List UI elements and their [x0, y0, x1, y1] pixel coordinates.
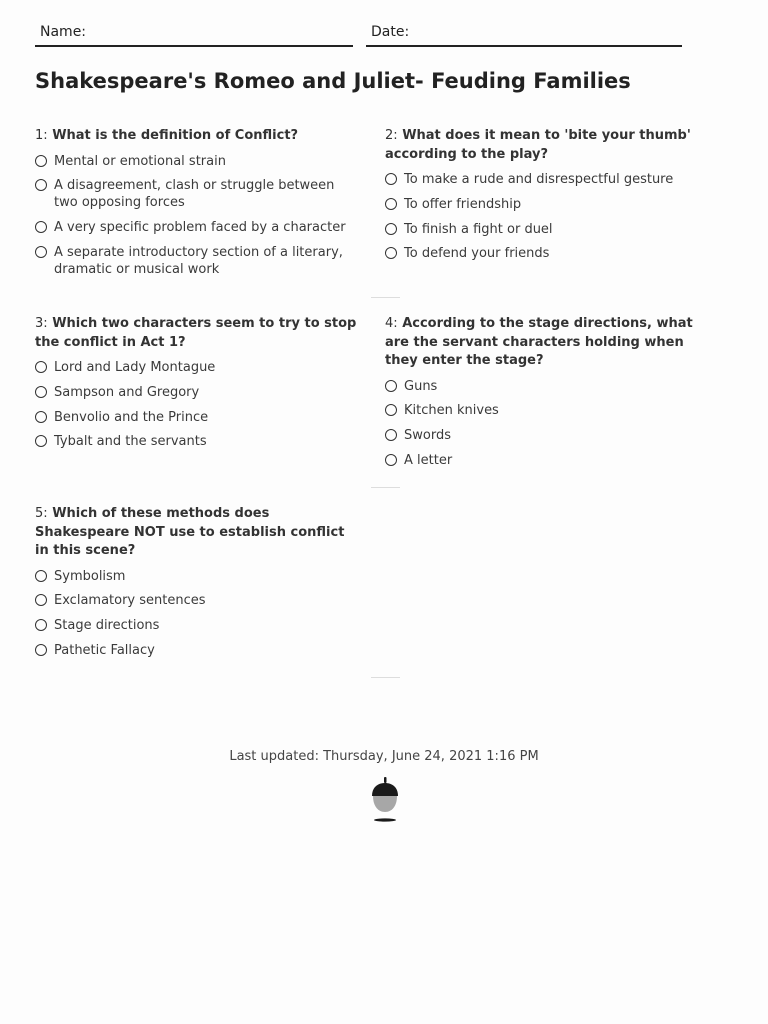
- option-label: Pathetic Fallacy: [54, 642, 155, 658]
- question-label: What does it mean to 'bite your thumb' according to the play?: [385, 128, 691, 162]
- option-label: A letter: [404, 452, 453, 468]
- answer-option[interactable]: [385, 245, 715, 262]
- option-label: Exclamatory sentences: [54, 593, 206, 609]
- divider: [371, 297, 400, 298]
- question-number: 4:: [385, 316, 398, 331]
- option-label: A disagreement, clash or struggle between two opposing forces: [54, 178, 335, 211]
- radio-circle-icon[interactable]: [35, 435, 47, 447]
- answer-option[interactable]: [385, 171, 715, 188]
- question-label: Which two characters seem to try to stop the conflict in Act 1?: [35, 316, 357, 350]
- radio-circle-icon[interactable]: [35, 619, 47, 631]
- option-label: To make a rude and disrespectful gesture: [404, 172, 674, 187]
- option-label: Tybalt and the servants: [54, 434, 207, 450]
- question-1-text: [35, 127, 357, 146]
- radio-circle-icon[interactable]: [35, 411, 47, 423]
- answer-option[interactable]: [35, 359, 357, 376]
- question-4: [385, 315, 695, 477]
- radio-circle-icon[interactable]: [385, 247, 397, 259]
- answer-option[interactable]: [35, 384, 357, 401]
- option-label: Guns: [404, 378, 438, 394]
- option-label: Lord and Lady Montague: [54, 360, 216, 375]
- question-4-text: [385, 315, 695, 371]
- answer-option[interactable]: [385, 402, 695, 419]
- radio-circle-icon[interactable]: [35, 179, 47, 191]
- question-number: 1:: [35, 128, 48, 143]
- answer-option[interactable]: [35, 244, 357, 278]
- option-label: Kitchen knives: [404, 403, 499, 419]
- question-5-text: [35, 505, 357, 561]
- answer-option[interactable]: [35, 219, 357, 236]
- option-label: Stage directions: [54, 618, 160, 634]
- radio-circle-icon[interactable]: [35, 570, 47, 582]
- question-label: What is the definition of Conflict?: [52, 128, 299, 143]
- question-2: [385, 127, 715, 270]
- radio-circle-icon[interactable]: [35, 386, 47, 398]
- radio-circle-icon[interactable]: [35, 361, 47, 373]
- answer-option[interactable]: [385, 378, 695, 395]
- worksheet-title: Shakespeare's Romeo and Juliet- Feuding Families: [35, 69, 631, 93]
- name-field[interactable]: [35, 24, 353, 47]
- question-3-text: [35, 315, 357, 352]
- name-label: Name:: [40, 24, 87, 40]
- answer-option[interactable]: [35, 433, 357, 450]
- radio-circle-icon[interactable]: [385, 429, 397, 441]
- question-1: [35, 127, 357, 286]
- question-3: [35, 315, 357, 458]
- radio-circle-icon[interactable]: [35, 644, 47, 656]
- radio-circle-icon[interactable]: [35, 221, 47, 233]
- question-number: 2:: [385, 128, 398, 143]
- question-2-text: [385, 127, 715, 164]
- date-label: Date:: [371, 24, 410, 40]
- radio-circle-icon[interactable]: [385, 198, 397, 210]
- answer-option[interactable]: [35, 617, 357, 634]
- answer-option[interactable]: [35, 177, 357, 211]
- option-label: Swords: [404, 428, 451, 444]
- answer-option[interactable]: [385, 452, 695, 469]
- radio-circle-icon[interactable]: [385, 404, 397, 416]
- answer-option[interactable]: [35, 592, 357, 609]
- option-label: To offer friendship: [404, 196, 522, 212]
- answer-option[interactable]: [385, 196, 715, 213]
- answer-option[interactable]: [35, 153, 357, 170]
- option-label: Mental or emotional strain: [54, 153, 226, 169]
- acorn-icon: [370, 776, 400, 824]
- question-label: Which of these methods does Shakespeare NOT use to establish conflict in this scene?: [35, 506, 345, 558]
- radio-circle-icon[interactable]: [385, 223, 397, 235]
- answer-option[interactable]: [385, 221, 715, 238]
- answer-option[interactable]: [35, 642, 357, 659]
- option-label: A very specific problem faced by a character: [54, 220, 346, 236]
- question-label: According to the stage directions, what are the servant characters holding when they enter the stage?: [385, 316, 693, 368]
- answer-option[interactable]: [35, 568, 357, 585]
- divider: [371, 677, 400, 678]
- question-5: [35, 505, 357, 667]
- radio-circle-icon[interactable]: [35, 155, 47, 167]
- option-label: Symbolism: [54, 568, 126, 584]
- option-label: Benvolio and the Prince: [54, 409, 209, 425]
- last-updated-text: Last updated: Thursday, June 24, 2021 1:16 PM: [229, 749, 539, 764]
- answer-option[interactable]: [35, 409, 357, 426]
- question-number: 3:: [35, 316, 48, 331]
- radio-circle-icon[interactable]: [385, 380, 397, 392]
- date-field[interactable]: [366, 24, 682, 47]
- answer-option[interactable]: [385, 427, 695, 444]
- radio-circle-icon[interactable]: [35, 594, 47, 606]
- option-label: To defend your friends: [404, 246, 550, 262]
- option-label: To finish a fight or duel: [404, 221, 553, 237]
- divider: [371, 487, 400, 488]
- option-label: Sampson and Gregory: [54, 384, 200, 400]
- question-number: 5:: [35, 506, 48, 521]
- option-label: A separate introductory section of a literary, dramatic or musical work: [54, 244, 343, 277]
- radio-circle-icon[interactable]: [385, 454, 397, 466]
- radio-circle-icon[interactable]: [385, 173, 397, 185]
- radio-circle-icon[interactable]: [35, 246, 47, 258]
